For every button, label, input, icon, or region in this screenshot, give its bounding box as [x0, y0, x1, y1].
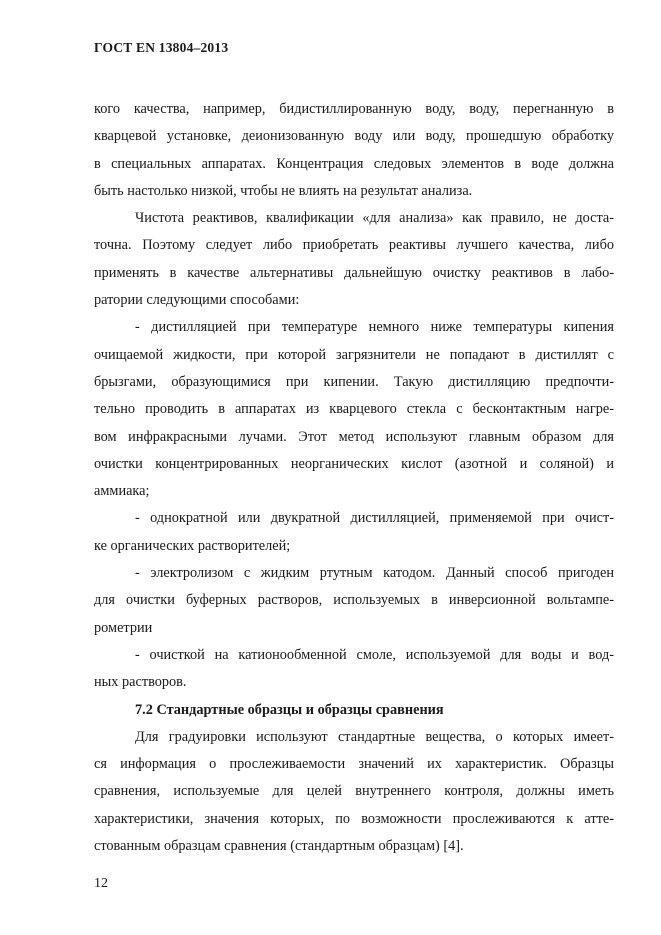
text-line: очистки концентрированных неорганических кислот (азотной и соляной) и [94, 455, 614, 472]
text-line: сравнения, используемые для целей внутреннего контроля, должны иметь [94, 783, 614, 800]
text-line: характеристики, значения которых, по возможности прослеживаются к атте- [94, 810, 614, 827]
body-text [94, 96, 614, 860]
section-heading: 7.2 Стандартные образцы и образцы сравнения [135, 701, 444, 718]
text-line: ся информация о прослеживаемости значений их характеристик. Образцы [94, 756, 614, 773]
text-line: - дистилляцией при температуре немного ниже температуры кипения [135, 319, 614, 336]
text-line: стованным образцам сравнения (стандартным образцам) [4]. [94, 838, 464, 855]
text-line: быть настолько низкой, чтобы не влиять на результат анализа. [94, 182, 473, 199]
text-line: тельно проводить в аппаратах из кварцевого стекла с бесконтактным нагре- [94, 401, 614, 418]
text-line: кого качества, например, бидистиллированную воду, воду, перегнанную в [94, 101, 614, 117]
text-line: брызгами, образующимися при кипении. Такую дистилляцию предпочти- [94, 373, 614, 390]
page-number: 12 [94, 876, 108, 891]
text-line: очищаемой жидкости, при которой загрязнители не попадают в дистиллят с [94, 346, 614, 363]
text-line: - очисткой на катионообменной смоле, используемой для воды и вод- [135, 646, 614, 663]
text-line: для очистки буферных растворов, используемых в инверсионной вольтампе- [94, 592, 614, 609]
text-line: рометрии [94, 619, 153, 636]
text-line: ке органических растворителей; [94, 537, 291, 554]
text-line: аммиака; [94, 483, 150, 500]
text-line: - однократной или двукратной дистилляцией, применяемой при очист- [135, 510, 614, 527]
text-line: Чистота реактивов, квалификации «для анализа» как правило, не доста- [135, 210, 614, 227]
document-code-header: ГОСТ EN 13804–2013 [94, 40, 229, 55]
text-line: точна. Поэтому следует либо приобретать реактивы лучшего качества, либо [94, 237, 614, 254]
text-line: ных растворов. [94, 674, 187, 691]
text-line: вом инфракрасными лучами. Этот метод используют главным образом для [94, 428, 614, 445]
text-line: ратории следующими способами: [94, 292, 300, 309]
text-line: кварцевой установке, деионизованную воду или воду, прошедшую обработку [94, 128, 614, 145]
text-line: в специальных аппаратах. Концентрация следовых элементов в воде должна [94, 155, 614, 172]
text-line: применять в качестве альтернативы дальнейшую очистку реактивов в лабо- [94, 264, 614, 281]
text-line: Для градуировки используют стандартные вещества, о которых имеет- [135, 728, 614, 745]
text-line: - электролизом с жидким ртутным катодом. Данный способ пригоден [135, 565, 614, 582]
